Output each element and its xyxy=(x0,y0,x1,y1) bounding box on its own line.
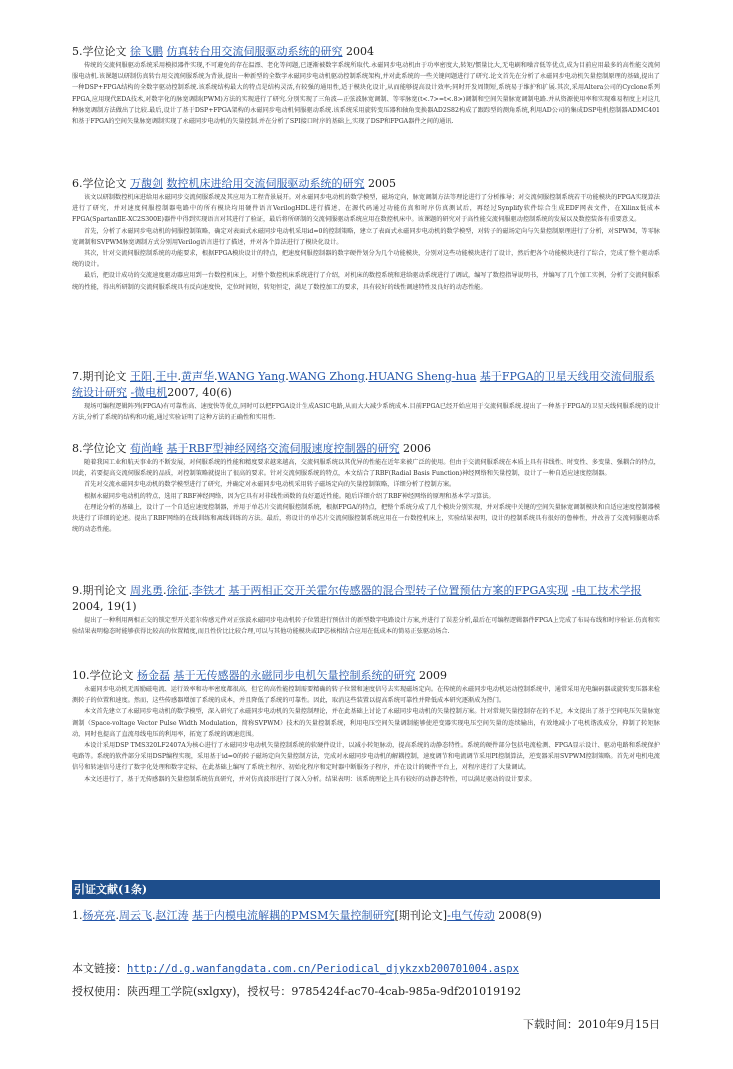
abstract-paragraph: 本设计采用DSP TMS320LF2407A为核心进行了永磁同步电动机矢量控制系统的软硬件设计，以减小转矩脉动，提高系统的动静态特性。系统的硬件部分包括电流检测、FPGA显示设计、驱动电路和系统保护电路等。系统的软件部分采用DSP编程实现，采用基于id=0的转子磁场定向矢量控制方法，完成对永磁同步电动机的解耦控制，速度调节和电流调节采用PI控制算法，逆变器采用SVPWM控制策略。首先对电机电流信号和转速信号进行了数字化处理和数字定标，在此基础上编写了系统主程序、初始化程序和定时器中断服务子程序，并在设计的硬件平台上，对程序进行了大量调试。 xyxy=(72,742,660,772)
entry-type: 学位论文 xyxy=(89,669,134,682)
citation-journal-link[interactable]: -电气传动 xyxy=(447,909,495,922)
citation-author-link[interactable]: 周云飞 xyxy=(119,909,152,922)
reference-entry xyxy=(72,668,660,785)
title-link[interactable]: 基于两相正交开关霍尔传感器的混合型转子位置预估方案的FPGA实现 xyxy=(228,584,569,597)
reference-heading xyxy=(72,176,660,192)
article-link-line xyxy=(72,961,519,977)
entry-year: 2004, 19(1) xyxy=(72,600,137,613)
license-line: 授权使用：陕西理工学院(sxlgxy)，授权号：9785424f-ac70-4cab-985a-9df201019192 xyxy=(72,985,522,998)
citation-type: [期刊论文] xyxy=(394,909,448,922)
reference-entry xyxy=(72,44,660,127)
journal-link[interactable]: -微电机 xyxy=(130,386,168,399)
citation-entry: 1.杨亮亮.周云飞.赵江涛 基于内模电流解耦的PMSM矢量控制研究[期刊论文]-电气传动 2008(9) xyxy=(72,909,542,922)
author-link[interactable]: 李铁才 xyxy=(192,584,225,597)
title-link[interactable]: 基于无传感器的永磁同步电机矢量控制系统的研究 xyxy=(173,669,416,682)
abstract-paragraph: 首先对交流永磁同步电动机的数学模型进行了研究，并确定对永磁同步电动机采用转子磁场定向的矢量控制策略，详细分析了控制方案。 xyxy=(84,481,456,489)
journal-link[interactable]: -电工技术学报 xyxy=(571,584,642,597)
entry-year: 2006 xyxy=(399,442,431,455)
entry-number: 6. xyxy=(72,177,83,190)
entry-year: 2005 xyxy=(364,177,396,190)
entry-type: 期刊论文 xyxy=(82,584,127,597)
author-link[interactable]: 黄声华 xyxy=(181,370,214,383)
title-link[interactable]: 数控机床进给用交流伺服驱动系统的研究 xyxy=(166,177,365,190)
abstract-paragraph: 现场可编程逻辑阵列(FPGA)有可靠性高、速度快等优点,同时可以把FPGA设计生成ASIC电路,从而大大减少系统成本.目前FPGA已经开始应用于交流伺服系统.提出了一种基于FPGA的卫星天线伺服系统的设计方法,分析了系统的结构和功能,通过实验证明了这种方法的正确性和实用性. xyxy=(72,403,660,422)
reference-heading: 7.期刊论文 王阳.王中.黄声华.WANG Yang.WANG Zhong.HUANG Sheng-hua 基于FPGA的卫星天线用交流伺服系统设计研究 -微电机2007, 40(6) xyxy=(72,370,655,399)
citation-author-link[interactable]: 杨亮亮 xyxy=(82,909,116,922)
entry-number: 5. xyxy=(72,45,83,58)
author-link[interactable]: 万馥剑 xyxy=(130,177,163,190)
citation-author-link[interactable]: 赵江涛 xyxy=(155,909,189,922)
reference-entry xyxy=(72,441,660,535)
abstract-paragraph: 最后，把设计成功的交流速度驱动器应用到一台数控机床上，对整个数控机床系统进行了介绍，对机床的数控系统和进给驱动系统进行了调试，编写了数控指导说明书，并编写了几个加工实例，分析了交流伺服系统的性能，得出所研制的交流伺服系统具有反向速度快，定位时间短，转矩恒定，满足了数控加工的要求，具有较好的线性调速特性及良好的动态性能。 xyxy=(72,272,660,291)
title-link[interactable]: 基于RBF型神经网络交流伺服速度控制器的研究 xyxy=(166,442,400,455)
entry-number: 7. xyxy=(72,370,83,383)
author-link[interactable]: 徐飞鹏 xyxy=(130,45,163,58)
entry-year: 2004 xyxy=(342,45,374,58)
abstract-paragraph: 本文首先建立了永磁同步电动机的数学模型，深入研究了永磁同步电动机的矢量控制理论，并在此基础上讨论了永磁同步电动机的矢量控制方案。针对常规矢量控制存在的不足，本文提出了基于空间电压矢量脉宽调制（Space-voltage Vector Pulse Width Modulation，简称SVPWM）技术的矢量控制系统，利用电压空间矢量调制能够使逆变器实现电压空间矢量的连续输出，有效地减小了电机谐波成分，抑制了转矩脉动，同时也提高了直流母线电压的利用率，拓宽了系统的调速范围。 xyxy=(72,708,660,738)
abstract-paragraph: 传统的交流伺服驱动系统采用模拟器件实现,不可避免的存在温漂、老化等问题,已逐渐被数字系统所取代.永磁同步电动机由于功率密度大,转矩/惯量比大,无电刷和噪音低等优点,成为目前应用最多的高性能交流伺服电动机.该课题以研制仿真转台用交流伺服系统为背景,提出一种新型的全数字永磁同步电动机驱动控制系统架构,并对此系统的一些关键问题进行了研究.论文首先在分析了永磁同步电动机矢量控制原理的基础,提出了一种DSP+FPGA结构的全数字驱动控制系统.该系统结构最大的特点是结构灵活,有较强的通用性,适于模块化设计,从而能够提高设计效率;同时开发周期短,系统易于维护和扩展.其次,采用Altera公司的Cyclone系列FPGA,应用现代EDA技术,对数字化的脉宽调制(PWM)方法的实现进行了研究.分别实现了三角波—正弦波脉宽调制、等零脉宽(t<.7>=t<.8>)调制和空间矢量脉宽调制电路.并从资源使用率和实现难易程度上对这几种脉宽调制方法做出了比较.最后,设计了基于DSP+FPGA架构的永磁同步电动机伺服驱动系统.该系统采用旋转变压器和轴角变换器AD2S82构成了跟踪型的测角系统,利用AD公司的集成DSP电机控制器ADMC401和基于FPGA的空间矢量脉宽调制实现了永磁同步电动机的矢量控制.并在分析了SPI接口时序的基础上,实现了DSP和FPGA器件之间的通讯. xyxy=(72,62,660,126)
author-link[interactable]: 周兆勇 xyxy=(130,584,163,597)
abstract-paragraph: 提出了一种利用两相正交的锁定型开关霍尔传感元件对正弦波永磁同步电动机转子位置进行预估计的新型数字电路设计方案,并进行了误差分析,最后在可编程逻辑器件FPGA上完成了布局布线和时序验证.仿真和实验结果表明稳态时能够获得比较高的位置精度,而且性价比比较合理,可以与其他功能模块或IP芯核相结合应用在低成本的简易正弦驱动场合. xyxy=(72,617,660,636)
author-link[interactable]: HUANG Sheng-hua xyxy=(368,370,477,383)
abstract-paragraph: 其次，针对交流伺服控制系统的功能要求，根据FPGA模块设计的特点，把速度伺服控制器的数字硬件划分为几个功能模块，分别对这些功能模块进行了设计，然后把各个功能模块进行了综合，完成了整个驱动系统的设计。 xyxy=(72,250,660,269)
author-link[interactable]: 王阳 xyxy=(130,370,152,383)
abstract-paragraph: 本文还进行了，基于无传感器的矢量控制系统仿真研究，并对仿真波形进行了深入分析。结果表明：该系统理论上具有较好的动静态特性，可以满足驱动的设计要求。 xyxy=(84,775,536,783)
author-link[interactable]: WANG Zhong xyxy=(288,370,365,383)
citation-title-link[interactable]: 基于内模电流解耦的PMSM矢量控制研究 xyxy=(192,909,395,922)
author-link[interactable]: 荀尚峰 xyxy=(130,442,163,455)
abstract-paragraph: 在理论分析的基础上，设计了一个自适应速度控制器，并用于单芯片交流伺服控制系统，根据FPGA的特点，把整个系统分成了几个模块分别实现，并对系统中关键的空间矢量脉宽调制模块和自适应速度控制器模块进行了详细的论述。提出了RBF网络的在线训练和离线训练的方法。最后，将设计的单芯片交流伺服控制系统应用在一台数控机床上，实验结果表明，设计的控制系统具有很好的鲁棒性，并改善了交流伺服驱动系统的动态性能。 xyxy=(72,503,660,534)
entry-number: 9. xyxy=(72,584,83,597)
entry-number: 8. xyxy=(72,442,83,455)
abstract-paragraph: 首先，分析了永磁同步电动机的伺服控制策略，确定对表面式永磁同步电动机采用id=0的控制策略，建立了表面式永磁同步电动机的数学模型，对转子的磁场定向与矢量控制原理进行了分析，对SPWM，等零脉宽调制和SVPWM脉宽调制方式分别用Verilog语言进行了描述，并对各个算法进行了模块化设计。 xyxy=(72,227,660,246)
title-link[interactable]: 仿真转台用交流伺服驱动系统的研究 xyxy=(166,45,343,58)
title-link[interactable]: 基于FPGA的卫星天线用交流伺服系统设计研究 xyxy=(72,370,655,399)
author-link[interactable]: WANG Yang xyxy=(217,370,286,383)
download-time: 下载时间：2010年9月15日 xyxy=(523,1018,660,1031)
abstract-paragraph: 根据永磁同步电动机的特点，选用了RBF神经网络，因为它具有对非线性函数的良好逼近性能。随后详细介绍了RBF神经网络的原理和基本学习算法。 xyxy=(84,492,495,500)
entry-year: 2009 xyxy=(415,669,447,682)
article-link[interactable]: http://d.g.wanfangdata.com.cn/Periodical_djykzxb200701004.aspx xyxy=(127,963,519,975)
reference-heading: 9.期刊论文 周兆勇.徐征.李铁才 基于两相正交开关霍尔传感器的混合型转子位置预估方案的FPGA实现 -电工技术学报2004, 19(1) xyxy=(72,584,642,613)
reference-heading xyxy=(72,441,660,457)
reference-heading xyxy=(72,668,660,684)
reference-heading xyxy=(72,44,660,60)
entry-type: 学位论文 xyxy=(82,45,127,58)
citation-number: 1. xyxy=(72,909,83,922)
author-link[interactable]: 徐征 xyxy=(166,584,189,597)
reference-entry xyxy=(72,176,660,293)
abstract-paragraph: 该文以研制数控机床进给用永磁同步交流伺服系统及其应用为工程背景展开。对永磁同步电动机的数学模型，磁场定向，脉宽调制方法等理论进行了分析推导；对交流伺服控制系统若干功能模块的FPGA实现算法进行了研究，并对速度伺服控制器电路中的所有模块均用硬件语言VerilogHDL进行描述，在源代码通过功能仿真和时序仿真测试后，再经过Synplify软件综合生成EDF网表文件，在Xilinx低成本FPGA(SpartanⅡE-XC2S300E)器件中得到实现语言对其进行了验证，最后将所研制的交流伺服驱动系统应用在数控机床中。该课题的研究对于高性能交流伺服驱动控制系统的发展以及数控装备有重要意义。 xyxy=(72,194,660,224)
entry-type: 学位论文 xyxy=(82,177,127,190)
reference-entry xyxy=(72,583,660,637)
entry-type: 学位论文 xyxy=(82,442,127,455)
abstract-paragraph: 随着我国工业和航天事业的不断发展，对伺服系统的性能和精度要求越来越高，交流伺服系统以其优异的性能在近年来被广泛的使用。但由于交流伺服系统在本质上具有非线性、时变性、多变量、强耦合的特点，因此，若要提高交流伺服系统的品质，对控制策略就提出了很高的要求。针对交流伺服系统的特点，本文结合了RBF(Radial Basis Function)神经网络和矢量控制，设计了一种自适应速度控制器。 xyxy=(72,459,660,478)
reference-entry xyxy=(72,369,660,423)
author-link[interactable]: 杨金磊 xyxy=(137,669,170,682)
abstract-paragraph: 永磁同步电动机无需励磁电流、运行效率和功率密度都很高，但它的高性能控制需要精确的转子位置和速度信号去实现磁场定向。在传统的永磁同步电动机运动控制系统中，通常采用光电编码器或旋转变压器来检测转子的位置和速度。然而，这些传感器增加了系统的成本，并且降低了系统的可靠性。因此，取消这些装置以提高系统可靠性并降低成本研究逐渐成为热门。 xyxy=(72,686,660,705)
author-link[interactable]: 王中 xyxy=(155,370,178,383)
citation-section-header: 引证文献(1条) xyxy=(72,880,660,899)
entry-type: 期刊论文 xyxy=(82,370,127,383)
entry-year: 2007, 40(6) xyxy=(167,386,232,399)
entry-number: 10. xyxy=(72,669,90,682)
citation-year: 2008(9) xyxy=(494,909,542,922)
article-link-label: 本文链接： xyxy=(72,962,127,975)
